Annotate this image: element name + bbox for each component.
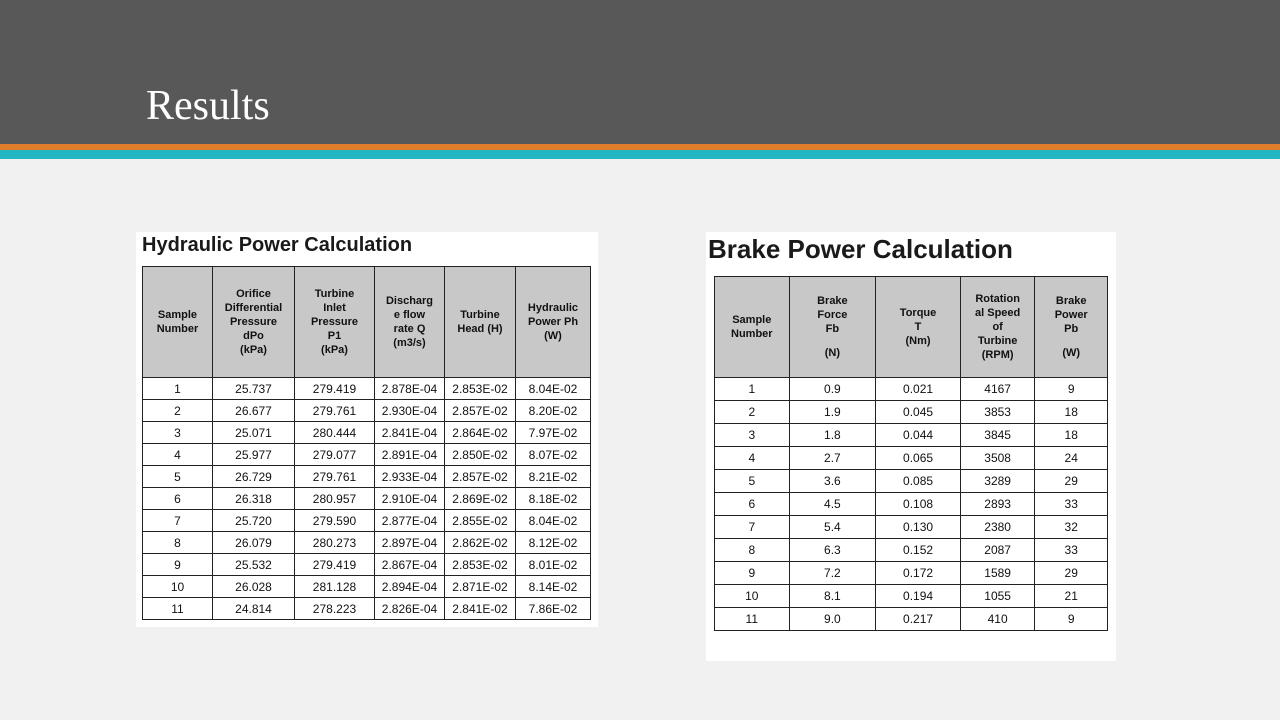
brake-table-row — [715, 447, 1108, 470]
hydraulic-table-cell: 279.761 — [295, 400, 375, 422]
brake-header-cell — [715, 277, 790, 378]
hydraulic-header-line: Discharg — [385, 295, 434, 307]
brake-table-cell: 8 — [715, 539, 790, 562]
brake-table-cell: 11 — [715, 608, 790, 631]
hydraulic-table-row — [143, 532, 591, 554]
brake-table-cell: 33 — [1035, 493, 1108, 516]
brake-table-cell: 2893 — [960, 493, 1035, 516]
hydraulic-table-cell: 2.871E-02 — [445, 576, 516, 598]
hydraulic-table-cell: 25.737 — [213, 378, 295, 400]
hydraulic-header-line: Number — [156, 323, 199, 335]
hydraulic-table-cell: 1 — [143, 378, 213, 400]
brake-header-row — [715, 277, 1108, 378]
brake-table-cell: 0.065 — [876, 447, 961, 470]
hydraulic-header-line: Differential — [224, 302, 283, 314]
hydraulic-header-cell — [516, 267, 591, 378]
hydraulic-table-cell: 8.04E-02 — [516, 378, 591, 400]
hydraulic-table-row — [143, 576, 591, 598]
hydraulic-table-cell: 26.677 — [213, 400, 295, 422]
brake-table-cell: 0.172 — [876, 562, 961, 585]
hydraulic-table-row — [143, 378, 591, 400]
brake-header-line: Fb — [825, 323, 840, 335]
brake-header-line: Brake — [817, 295, 848, 307]
hydraulic-table-title: Hydraulic Power Calculation — [142, 234, 413, 256]
hydraulic-header-line: Hydraulic — [527, 302, 579, 314]
hydraulic-table-row — [143, 400, 591, 422]
brake-table-cell: 2380 — [960, 516, 1035, 539]
hydraulic-table-cell: 8.01E-02 — [516, 554, 591, 576]
hydraulic-header-line: P1 — [327, 330, 342, 342]
hydraulic-header-cell — [295, 267, 375, 378]
hydraulic-table-cell: 25.532 — [213, 554, 295, 576]
hydraulic-header-cell — [375, 267, 445, 378]
hydraulic-header-line: Orifice — [236, 288, 271, 300]
hydraulic-table-row — [143, 422, 591, 444]
hydraulic-table-cell: 279.077 — [295, 444, 375, 466]
brake-table-cell: 2.7 — [789, 447, 876, 470]
brake-table-cell: 21 — [1035, 585, 1108, 608]
brake-table-cell: 7.2 — [789, 562, 876, 585]
hydraulic-table-cell: 2.910E-04 — [375, 488, 445, 510]
brake-table-cell: 0.021 — [876, 378, 961, 401]
hydraulic-table-cell: 7 — [143, 510, 213, 532]
brake-table-cell: 29 — [1035, 470, 1108, 493]
brake-table-row — [715, 608, 1108, 631]
brake-table-cell: 4167 — [960, 378, 1035, 401]
brake-header-cell — [789, 277, 876, 378]
hydraulic-header-cell — [143, 267, 213, 378]
brake-header-cell — [1035, 277, 1108, 378]
slide-header — [0, 0, 1280, 144]
hydraulic-table-cell: 8.21E-02 — [516, 466, 591, 488]
brake-header-line: (Nm) — [905, 335, 931, 347]
hydraulic-header-line: Sample — [157, 309, 198, 321]
brake-table-cell: 3845 — [960, 424, 1035, 447]
hydraulic-table-cell: 2.862E-02 — [445, 532, 516, 554]
hydraulic-table-cell: 26.079 — [213, 532, 295, 554]
brake-header-line: Rotation — [975, 293, 1020, 305]
brake-table-cell: 24 — [1035, 447, 1108, 470]
brake-table-cell: 1055 — [960, 585, 1035, 608]
hydraulic-table-cell: 279.419 — [295, 554, 375, 576]
brake-table-row — [715, 585, 1108, 608]
hydraulic-header-line: (m3/s) — [393, 337, 426, 349]
hydraulic-table-row — [143, 510, 591, 532]
brake-header-line — [1035, 336, 1107, 346]
hydraulic-header-line: Turbine — [460, 309, 500, 321]
hydraulic-table-cell: 2.857E-02 — [445, 400, 516, 422]
brake-table-cell: 0.044 — [876, 424, 961, 447]
hydraulic-table-cell: 5 — [143, 466, 213, 488]
hydraulic-table-cell: 280.957 — [295, 488, 375, 510]
hydraulic-table-cell: 2.850E-02 — [445, 444, 516, 466]
hydraulic-table-cell: 279.419 — [295, 378, 375, 400]
brake-header-line: al Speed — [975, 307, 1021, 319]
brake-header-cell — [876, 277, 961, 378]
hydraulic-table-cell: 2.897E-04 — [375, 532, 445, 554]
brake-table-cell: 33 — [1035, 539, 1108, 562]
brake-table-cell: 9 — [1035, 608, 1108, 631]
brake-table-cell: 0.217 — [876, 608, 961, 631]
brake-table-row — [715, 562, 1108, 585]
hydraulic-table-cell: 24.814 — [213, 598, 295, 620]
hydraulic-table-cell: 2.857E-02 — [445, 466, 516, 488]
hydraulic-table-cell: 2.841E-02 — [445, 598, 516, 620]
hydraulic-header-line: dPo — [243, 330, 264, 342]
brake-table-cell: 4.5 — [789, 493, 876, 516]
hydraulic-table-cell: 2.930E-04 — [375, 400, 445, 422]
hydraulic-table-cell: 3 — [143, 422, 213, 444]
brake-table-cell: 10 — [715, 585, 790, 608]
brake-table-row — [715, 516, 1108, 539]
hydraulic-table-cell: 2.933E-04 — [375, 466, 445, 488]
hydraulic-table-cell: 7.97E-02 — [516, 422, 591, 444]
brake-header-line: Number — [731, 328, 773, 340]
brake-header-line: (RPM) — [981, 349, 1014, 361]
brake-table-cell: 0.085 — [876, 470, 961, 493]
brake-table-row — [715, 470, 1108, 493]
hydraulic-table-cell: 10 — [143, 576, 213, 598]
brake-table-cell: 2 — [715, 401, 790, 424]
brake-table-cell: 18 — [1035, 424, 1108, 447]
hydraulic-header-line: (kPa) — [240, 344, 267, 356]
brake-table-cell: 18 — [1035, 401, 1108, 424]
hydraulic-table-cell: 4 — [143, 444, 213, 466]
brake-header-line: (W) — [1062, 347, 1081, 359]
hydraulic-table-cell: 2.891E-04 — [375, 444, 445, 466]
hydraulic-table-cell: 2.878E-04 — [375, 378, 445, 400]
brake-table-cell: 6.3 — [789, 539, 876, 562]
hydraulic-table-cell: 8.07E-02 — [516, 444, 591, 466]
hydraulic-header-line: Pressure — [310, 316, 359, 328]
brake-table-cell: 0.152 — [876, 539, 961, 562]
hydraulic-table-row — [143, 598, 591, 620]
brake-header-line: Torque — [899, 307, 937, 319]
hydraulic-table-cell: 8.18E-02 — [516, 488, 591, 510]
brake-table-cell: 1.8 — [789, 424, 876, 447]
hydraulic-table-cell: 9 — [143, 554, 213, 576]
brake-table-cell: 5 — [715, 470, 790, 493]
brake-table-cell: 5.4 — [789, 516, 876, 539]
hydraulic-table-cell: 280.273 — [295, 532, 375, 554]
hydraulic-table-cell: 279.761 — [295, 466, 375, 488]
hydraulic-table-cell: 2.864E-02 — [445, 422, 516, 444]
brake-header-line: Power — [1054, 309, 1088, 321]
brake-table-cell: 3853 — [960, 401, 1035, 424]
hydraulic-table-cell: 8.12E-02 — [516, 532, 591, 554]
accent-stripe-teal — [0, 150, 1280, 159]
hydraulic-table-cell: 2.855E-02 — [445, 510, 516, 532]
brake-table-cell: 32 — [1035, 516, 1108, 539]
hydraulic-header-cell — [213, 267, 295, 378]
hydraulic-table-cell: 2.826E-04 — [375, 598, 445, 620]
hydraulic-header-row — [143, 267, 591, 378]
brake-table-cell: 0.9 — [789, 378, 876, 401]
hydraulic-header-line: Pressure — [229, 316, 278, 328]
hydraulic-table-cell: 279.590 — [295, 510, 375, 532]
brake-table-cell: 7 — [715, 516, 790, 539]
hydraulic-table-cell: 26.729 — [213, 466, 295, 488]
brake-table-cell: 0.194 — [876, 585, 961, 608]
brake-table-title: Brake Power Calculation — [708, 234, 1013, 264]
brake-header-line: of — [992, 321, 1003, 333]
brake-table-cell: 4 — [715, 447, 790, 470]
hydraulic-table-cell: 280.444 — [295, 422, 375, 444]
hydraulic-power-panel — [136, 232, 598, 627]
hydraulic-table-cell: 2.867E-04 — [375, 554, 445, 576]
brake-header-line: Pb — [1064, 323, 1079, 335]
brake-header-line — [790, 336, 876, 346]
hydraulic-table-cell: 25.071 — [213, 422, 295, 444]
brake-table-cell: 1.9 — [789, 401, 876, 424]
brake-table-cell: 2087 — [960, 539, 1035, 562]
hydraulic-header-line: (kPa) — [321, 344, 348, 356]
brake-header-line: T — [914, 321, 922, 333]
slide-title: Results — [146, 83, 270, 129]
hydraulic-table-row — [143, 444, 591, 466]
hydraulic-header-line: Head (H) — [457, 323, 503, 335]
hydraulic-table-cell: 2.877E-04 — [375, 510, 445, 532]
brake-table-cell: 8.1 — [789, 585, 876, 608]
hydraulic-table-cell: 281.128 — [295, 576, 375, 598]
brake-table-cell: 9.0 — [789, 608, 876, 631]
brake-table-cell: 1589 — [960, 562, 1035, 585]
hydraulic-table-cell: 25.977 — [213, 444, 295, 466]
brake-table-row — [715, 378, 1108, 401]
hydraulic-table-row — [143, 554, 591, 576]
brake-header-line: Sample — [732, 314, 772, 326]
brake-table-cell: 1 — [715, 378, 790, 401]
hydraulic-table-cell: 26.028 — [213, 576, 295, 598]
hydraulic-table-cell: 8 — [143, 532, 213, 554]
brake-table-cell: 9 — [715, 562, 790, 585]
brake-table-row — [715, 401, 1108, 424]
brake-table-cell: 3 — [715, 424, 790, 447]
hydraulic-header-line: Inlet — [323, 302, 346, 314]
brake-table-cell: 410 — [960, 608, 1035, 631]
brake-table-cell: 6 — [715, 493, 790, 516]
hydraulic-table-cell: 2.853E-02 — [445, 378, 516, 400]
brake-table-cell: 0.045 — [876, 401, 961, 424]
hydraulic-table-cell: 26.318 — [213, 488, 295, 510]
brake-table-cell: 3508 — [960, 447, 1035, 470]
brake-header-cell — [960, 277, 1035, 378]
brake-header-line: (N) — [824, 347, 841, 359]
hydraulic-table-cell: 8.04E-02 — [516, 510, 591, 532]
brake-table-cell: 3.6 — [789, 470, 876, 493]
hydraulic-header-line: Power Ph — [527, 316, 579, 328]
brake-table-row — [715, 539, 1108, 562]
hydraulic-header-line: (W) — [544, 330, 562, 342]
hydraulic-header-line: e flow — [393, 309, 426, 321]
hydraulic-table-cell: 8.14E-02 — [516, 576, 591, 598]
brake-table-cell: 0.108 — [876, 493, 961, 516]
brake-table-cell: 0.130 — [876, 516, 961, 539]
hydraulic-header-line: Turbine — [314, 288, 355, 300]
hydraulic-table-cell: 2.841E-04 — [375, 422, 445, 444]
brake-power-table — [714, 276, 1108, 631]
brake-table-row — [715, 493, 1108, 516]
hydraulic-table-cell: 2.853E-02 — [445, 554, 516, 576]
brake-table-cell: 3289 — [960, 470, 1035, 493]
hydraulic-header-line: rate Q — [393, 323, 426, 335]
hydraulic-table-cell: 7.86E-02 — [516, 598, 591, 620]
brake-table-cell: 29 — [1035, 562, 1108, 585]
hydraulic-power-table — [142, 266, 591, 620]
hydraulic-table-cell: 8.20E-02 — [516, 400, 591, 422]
hydraulic-table-cell: 2.894E-04 — [375, 576, 445, 598]
brake-power-panel — [706, 232, 1116, 661]
brake-header-line: Turbine — [977, 335, 1018, 347]
hydraulic-table-cell: 278.223 — [295, 598, 375, 620]
hydraulic-table-cell: 6 — [143, 488, 213, 510]
brake-header-line: Brake — [1055, 295, 1087, 307]
brake-table-cell: 9 — [1035, 378, 1108, 401]
hydraulic-table-row — [143, 466, 591, 488]
hydraulic-table-cell: 25.720 — [213, 510, 295, 532]
hydraulic-header-cell — [445, 267, 516, 378]
hydraulic-table-cell: 2 — [143, 400, 213, 422]
brake-header-line: Force — [817, 309, 848, 321]
brake-table-row — [715, 424, 1108, 447]
hydraulic-table-cell: 11 — [143, 598, 213, 620]
hydraulic-table-cell: 2.869E-02 — [445, 488, 516, 510]
hydraulic-table-row — [143, 488, 591, 510]
